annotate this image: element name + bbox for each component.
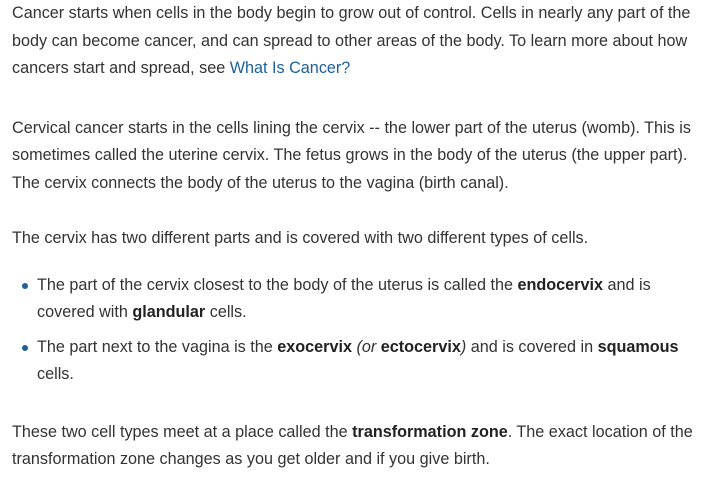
list-item-text: cells. xyxy=(37,365,74,383)
endocervix-term: endocervix xyxy=(517,275,603,294)
zone-text: These two cell types meet at a place called the xyxy=(12,422,353,441)
zone-text: . The exact location of the transformation zone changes as you get older and if you give birth. xyxy=(12,422,693,468)
bullet-icon xyxy=(22,345,28,351)
squamous-term: squamous xyxy=(597,337,679,356)
exocervix-term: exocervix xyxy=(277,337,352,356)
cervix-parts-paragraph: The cervix has two different parts and is covered with two different types of cells. xyxy=(12,229,589,247)
list-item-italic: (or xyxy=(351,337,381,356)
transformation-zone-term: transformation zone xyxy=(352,422,508,441)
glandular-term: glandular xyxy=(132,303,206,321)
cell-types-list xyxy=(12,272,695,389)
what-is-cancer-link[interactable]: What Is Cancer? xyxy=(229,59,351,77)
list-item xyxy=(22,272,695,327)
list-item-text: and is covered with xyxy=(37,275,651,321)
list-item-text: The part next to the vagina is the xyxy=(37,337,278,356)
list-item-text: The part of the cervix closest to the body of the uterus is called the xyxy=(37,275,518,294)
list-item-text: cells. xyxy=(205,303,247,321)
cervical-cancer-paragraph: Cervical cancer starts in the cells lining the cervix -- the lower part of the uterus (womb). This is sometimes called the uterine cervix. The fetus grows in the body of the uterus (the upper part). The cervix connects the body of the uterus to the vagina (birth canal). xyxy=(12,118,691,192)
list-item xyxy=(22,334,695,389)
intro-text: Cancer starts when cells in the body begin to grow out of control. Cells in nearly any part of the body can become cancer, and can spread to other areas of the body. To learn more about how cancers start and spread, see xyxy=(12,4,691,77)
list-item-italic: ) xyxy=(460,337,467,356)
ectocervix-term: ectocervix xyxy=(380,337,461,356)
bullet-icon xyxy=(22,283,28,289)
intro-paragraph xyxy=(12,0,695,83)
list-item-text: and is covered in xyxy=(466,337,598,356)
transformation-zone-paragraph xyxy=(12,419,695,474)
